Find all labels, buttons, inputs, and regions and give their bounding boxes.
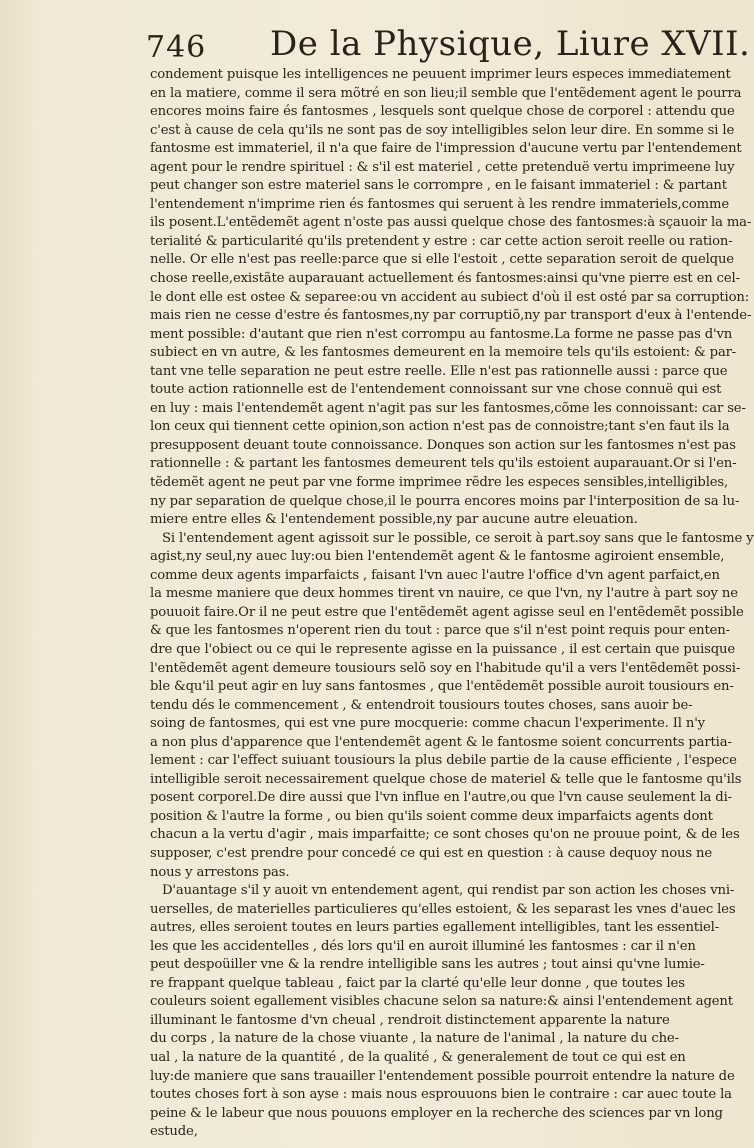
- text-line: tant vne telle separation ne peut estre reelle. Elle n'est pas rationnelle aussi : parce que: [150, 363, 728, 379]
- text-line: chose reelle,existãte auparauant actuellement és fantosmes:ainsi qu'vne pierre est en cel-: [150, 271, 740, 287]
- page-number: 746: [146, 30, 207, 65]
- text-line: ble &qu'il peut agir en luy sans fantosmes , que l'entẽdemẽt possible auroit tousiours en-: [150, 679, 734, 695]
- text-line: nelle. Or elle n'est pas reelle:parce que si elle l'estoit , cette separation seroit de quelque: [150, 252, 734, 268]
- text-line: agent pour le rendre spirituel : & s'il est materiel , cette pretenduë vertu imprimeene luy: [150, 159, 735, 175]
- text-line: soing de fantosmes, qui est vne pure mocquerie: comme chacun l'experimente. Il n'y: [150, 716, 705, 732]
- text-line: illuminant le fantosme d'vn cheual , rendroit distinctement apparente la nature: [150, 1012, 670, 1028]
- text-line: presupposent deuant toute connoissance. Donques son action sur les fantosmes n'est pas: [150, 437, 736, 453]
- text-line: condement puisque les intelligences ne peuuent imprimer leurs especes immediatement: [150, 67, 731, 82]
- text-line: du corps , la nature de la chose viuante , la nature de l'animal , la nature du che-: [150, 1031, 679, 1047]
- text-line: fantosme est immateriel, il n'a que faire de l'impression d'aucune vertu par l'entendement: [150, 141, 742, 157]
- text-line: chacun a la vertu d'agir , mais imparfaitte; ce sont choses qu'on ne prouue point, & de les: [150, 827, 740, 843]
- text-line: les que les accidentelles , dés lors qu'il en auroit illuminé les fantosmes : car il n'en: [150, 938, 696, 954]
- text-line: en luy : mais l'entendemẽt agent n'agit pas sur les fantosmes,cõme les connoissant: car se-: [150, 400, 746, 416]
- text-line: peine & le labeur que nous pouuons employer en la recherche des sciences par vn long: [150, 1105, 723, 1121]
- text-line: posent corporel.De dire aussi que l'vn influe en l'autre,ou que l'vn cause seulement la di-: [150, 790, 732, 806]
- text-line: miere entre elles & l'entendement possible,ny par aucune autre eleuation.: [150, 512, 638, 528]
- text-line: toutes choses fort à son ayse : mais nous esprouuons bien le contraire : car auec toute la: [150, 1087, 732, 1103]
- text-line: mais rien ne cesse d'estre és fantosmes,ny par corruptiõ,ny par transport d'eux à l'entende-: [150, 308, 752, 324]
- running-title: De la Physique, Liure XVII.: [270, 24, 751, 64]
- text-line: autres, elles seroient toutes en leurs parties egallement intelligibles, tant les essentiel-: [150, 920, 720, 936]
- text-line: ual , la nature de la quantité , de la qualité , & generalement de tout ce qui est en: [150, 1049, 686, 1065]
- text-line: ils posent.L'entẽdemẽt agent n'oste pas aussi quelque chose des fantosmes:à sçauoir la ma-: [150, 215, 752, 231]
- text-line: terialité & particularité qu'ils pretendent y estre : car cette action seroit reelle ou ration-: [150, 233, 733, 249]
- text-line: comme deux agents imparfaicts , faisant l'vn auec l'autre l'office d'vn agent parfaict,en: [150, 567, 720, 583]
- page-header: [146, 24, 751, 68]
- text-line: D'auantage s'il y auoit vn entendement agent, qui rendist par son action les choses vni-: [162, 883, 735, 899]
- text-line: dre que l'obiect ou ce qui le represente agisse en la puissance , il est certain que puisque: [150, 641, 736, 657]
- text-line: rationnelle : & partant les fantosmes demeurent tels qu'ils estoient auparauant.Or si l'en-: [150, 456, 737, 472]
- text-line: & que les fantosmes n'operent rien du tout : parce que s'il n'est point requis pour enten-: [150, 623, 730, 639]
- text-line: intelligible seroit necessairement quelque chose de materiel & telle que le fantosme qu'ils: [150, 771, 742, 787]
- text-line: lement : car l'effect suiuant tousiours la plus debile partie de la cause efficiente , l'espece: [150, 753, 737, 769]
- text-line: tendu dés le commencement , & entendroit tousiours toutes choses, sans auoir be-: [150, 697, 693, 713]
- text-line: l'entendement n'imprime rien és fantosmes qui seruent à les rendre immateriels,comme: [150, 196, 729, 212]
- text-line: estude,: [150, 1124, 198, 1140]
- text-line: pouuoit faire.Or il ne peut estre que l'entẽdemẽt agent agisse seul en l'entẽdemẽt possible: [150, 604, 744, 620]
- text-line: peut changer son estre materiel sans le corrompre , en le faisant immateriel : & partant: [150, 178, 727, 194]
- text-line: uerselles, de materielles particulieres qu'elles estoient, & les separast les vnes d'auec les: [150, 901, 736, 917]
- text-line: la mesme maniere que deux hommes tirent vn nauire, ce que l'vn, ny l'autre à part soy ne: [150, 586, 738, 602]
- text-line: Si l'entendement agent agissoit sur le possible, ce seroit à part.soy sans que le fantosme y: [162, 530, 754, 546]
- text-line: re frappant quelque tableau , faict par la clarté qu'elle leur donne , que toutes les: [150, 975, 685, 991]
- text-line: supposer, c'est prendre pour concedé ce qui est en question : à cause dequoy nous ne: [150, 845, 713, 861]
- text-line: ny par separation de quelque chose,il le pourra encores moins par l'interposition de sa lu-: [150, 493, 740, 509]
- text-line: c'est à cause de cela qu'ils ne sont pas de soy intelligibles selon leur dire. En somme si le: [150, 122, 735, 138]
- text-line: couleurs soient egallement visibles chacune selon sa nature:& ainsi l'entendement agent: [150, 994, 733, 1010]
- text-line: toute action rationnelle est de l'entendement connoissant sur vne chose connuë qui est: [150, 382, 722, 398]
- text-line: ment possible: d'autant que rien n'est corrompu au fantosme.La forme ne passe pas d'vn: [150, 326, 733, 342]
- text-line: position & l'autre la forme , ou bien qu'ils soient comme deux imparfaicts agents dont: [150, 808, 713, 824]
- text-line: l'entẽdemẽt agent demeure tousiours selõ soy en l'habitude qu'il a vers l'entẽdemẽt possi-: [150, 660, 741, 676]
- text-line: encores moins faire és fantosmes , lesquels sont quelque chose de corporel : attendu que: [150, 104, 735, 120]
- text-line: tẽdemẽt agent ne peut par vne forme imprimee rẽdre les especes sensibles,intelligibles,: [150, 475, 729, 491]
- text-line: subiect en vn autre, & les fantosmes demeurent en la memoire tels qu'ils estoient: & par-: [150, 345, 737, 361]
- text-line: luy:de maniere que sans trauailler l'entendement possible pourroit entendre la nature de: [150, 1068, 735, 1084]
- text-line: a non plus d'apparence que l'entendemẽt agent & le fantosme soient concurrents partia-: [150, 734, 732, 750]
- text-body: [150, 66, 754, 1140]
- text-line: en la matiere, comme il sera mõtré en son lieu;il semble que l'entẽdement agent le pourra: [150, 85, 742, 101]
- text-line: le dont elle est ostee & separee:ou vn accident au subiect d'où il est osté par sa corruption:: [150, 289, 750, 305]
- text-line: agist,ny seul,ny auec luy:ou bien l'entendemẽt agent & le fantosme agiroient ensemble,: [150, 549, 725, 565]
- text-line: peut despoüiller vne & la rendre intelligible sans les autres ; tout ainsi qu'vne lumie-: [150, 957, 705, 973]
- text-line: nous y arrestons pas.: [150, 864, 290, 880]
- text-line: lon ceux qui tiennent cette opinion,son action n'est pas de connoistre;tant s'en faut ils la: [150, 419, 730, 435]
